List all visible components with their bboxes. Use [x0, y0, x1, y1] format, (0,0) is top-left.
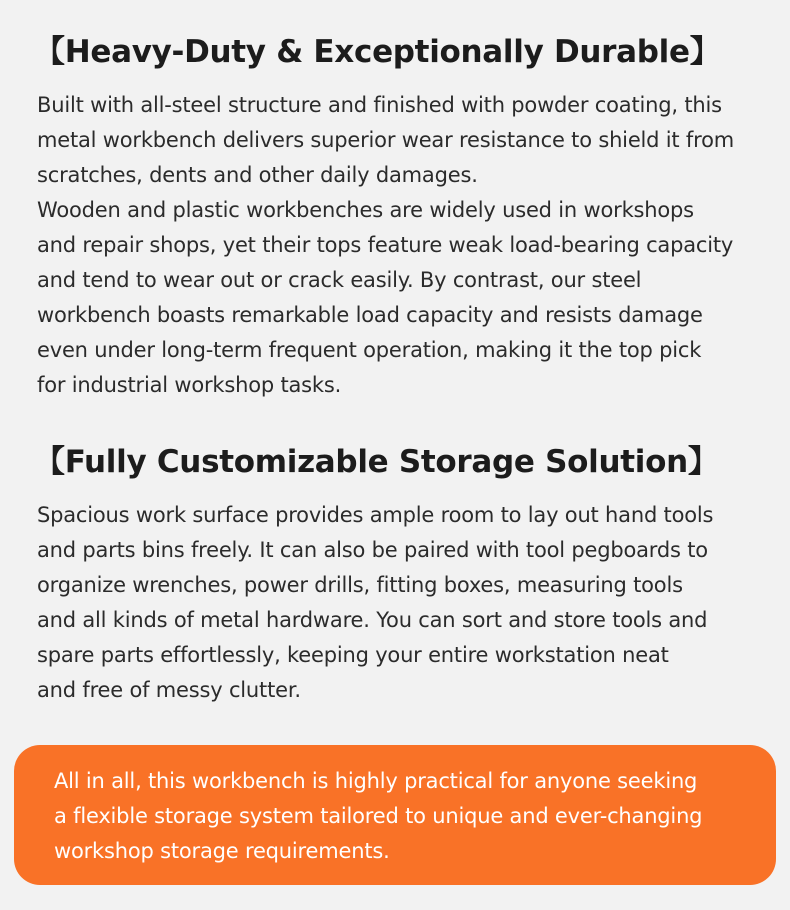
storage-section	[34, 440, 764, 708]
summary-callout	[14, 745, 776, 885]
paragraph-line: and tend to wear out or crack easily. By contrast, our steel	[37, 268, 642, 292]
summary-line: workshop storage requirements.	[54, 839, 390, 863]
durability-heading: 【Heavy-Duty & Exceptionally Durable】	[34, 34, 721, 70]
paragraph-line: organize wrenches, power drills, fitting boxes, measuring tools	[37, 573, 683, 597]
paragraph-line: metal workbench delivers superior wear resistance to shield it from	[37, 128, 734, 152]
paragraph-line: and repair shops, yet their tops feature weak load-bearing capacity	[37, 233, 734, 257]
paragraph-line: workbench boasts remarkable load capacity and resists damage	[37, 303, 703, 327]
durability-section	[34, 30, 764, 403]
paragraph-line: even under long-term frequent operation, making it the top pick	[37, 338, 702, 362]
paragraph-line: Wooden and plastic workbenches are widely used in workshops	[37, 198, 694, 222]
paragraph-line: scratches, dents and other daily damages.	[37, 163, 478, 187]
summary-line: a flexible storage system tailored to unique and ever-changing	[54, 804, 703, 828]
summary-text	[54, 764, 756, 869]
paragraph-line: spare parts effortlessly, keeping your entire workstation neat	[37, 643, 669, 667]
paragraph-line: Spacious work surface provides ample room to lay out hand tools	[37, 503, 714, 527]
summary-line: All in all, this workbench is highly practical for anyone seeking	[54, 769, 698, 793]
paragraph-line: Built with all-steel structure and finished with powder coating, this	[37, 93, 722, 117]
paragraph-line: and free of messy clutter.	[37, 678, 301, 702]
storage-paragraph	[37, 498, 764, 708]
storage-heading: 【Fully Customizable Storage Solution】	[34, 444, 719, 480]
paragraph-line: and parts bins freely. It can also be paired with tool pegboards to	[37, 538, 708, 562]
paragraph-line: and all kinds of metal hardware. You can sort and store tools and	[37, 608, 708, 632]
durability-paragraph	[37, 88, 764, 403]
paragraph-line: for industrial workshop tasks.	[37, 373, 342, 397]
